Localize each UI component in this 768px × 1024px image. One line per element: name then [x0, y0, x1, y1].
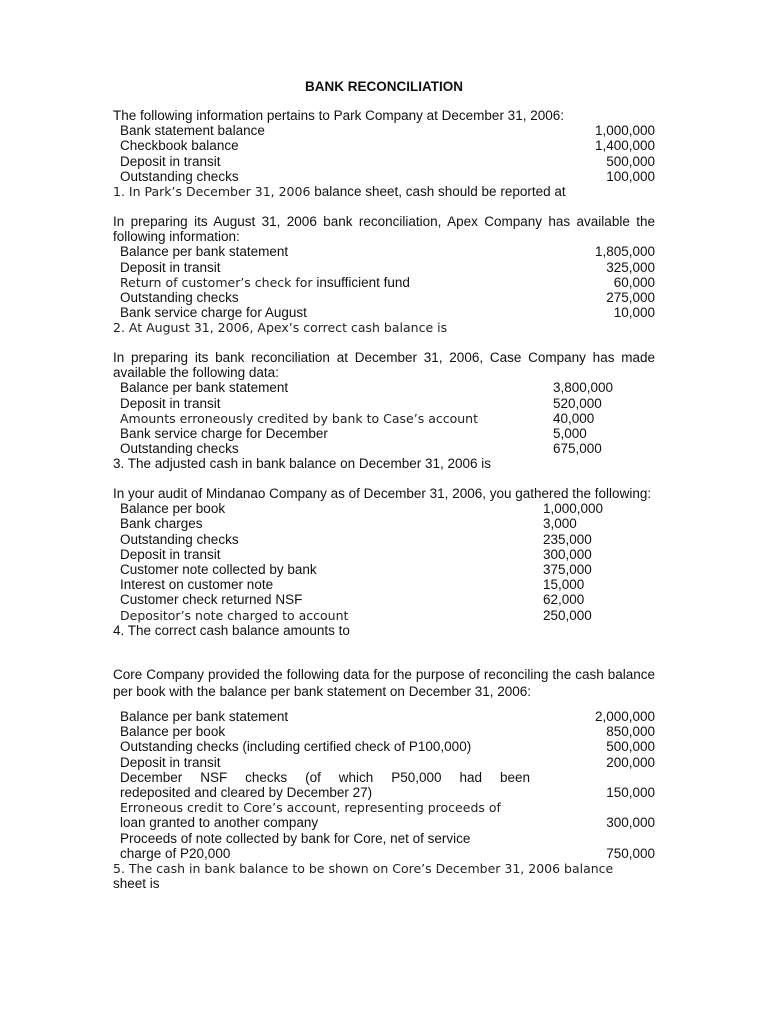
row-amount: 500,000	[606, 739, 655, 755]
row-amount: 1,805,000	[594, 244, 655, 260]
row-amount: 3,000	[543, 516, 577, 532]
row-label: Amounts erroneously credited by bank to Case’s account	[120, 410, 479, 426]
question-2: 2. At August 31, 2006, Apex’s correct cash balance is	[113, 320, 448, 336]
data-row-proceeds	[113, 831, 655, 861]
row-amount: 520,000	[553, 395, 602, 411]
row-amount: 275,000	[606, 290, 655, 306]
row-amount: 1,000,000	[543, 501, 604, 517]
row-amount: 200,000	[606, 754, 655, 770]
row-amount: 325,000	[606, 259, 655, 275]
row-amount: 750,000	[606, 845, 655, 861]
row-amount: 5,000	[553, 426, 587, 442]
data-row	[113, 244, 655, 259]
row-amount: 1,000,000	[594, 123, 655, 139]
row-label: Customer check returned NSF	[120, 592, 303, 608]
row-label-line: Proceeds of note collected by bank for Core, net of service	[120, 830, 471, 846]
question-4: 4. The correct cash balance amounts to	[113, 622, 350, 638]
row-label	[113, 800, 530, 830]
row-amount: 675,000	[553, 441, 602, 457]
row-label: Deposit in transit	[120, 259, 221, 275]
row-amount: 300,000	[543, 546, 592, 562]
row-amount: 2,000,000	[594, 709, 655, 724]
section-mindanao-company	[113, 486, 655, 638]
data-row	[113, 260, 655, 275]
row-label: Outstanding checks	[120, 531, 239, 547]
question-5: 5. The cash in bank balance to be shown on Core’s December 31, 2006 balance	[113, 861, 614, 877]
row-amount: 62,000	[543, 592, 585, 608]
data-row-nsf	[113, 770, 655, 800]
row-label: Deposit in transit	[120, 754, 221, 770]
row-label: Deposit in transit	[120, 546, 221, 562]
data-row	[113, 123, 655, 138]
row-label	[113, 831, 530, 861]
question-5-continued: sheet is	[113, 876, 160, 892]
row-label: Interest on customer note	[120, 577, 274, 593]
row-label: Customer note collected by bank	[120, 562, 317, 578]
row-label: Balance per bank statement	[120, 709, 289, 724]
section-intro: Core Company provided the following data for the purpose of reconciling the cash balance per book with the balance per bank statement on December 31, 2006:	[113, 667, 655, 699]
data-row	[113, 608, 655, 623]
row-label: Outstanding checks	[120, 290, 239, 306]
question-part: balance sheet, cash should be reported at	[314, 184, 566, 200]
data-row	[113, 138, 655, 153]
data-row	[113, 396, 655, 411]
data-row	[113, 547, 655, 562]
row-label	[113, 275, 410, 290]
row-label-part: insufficient fund	[316, 274, 410, 290]
section-core-company	[113, 667, 655, 891]
question-3: 3. The adjusted cash in bank balance on December 31, 2006 is	[113, 456, 491, 472]
data-row	[113, 709, 655, 724]
data-row	[113, 532, 655, 547]
data-row	[113, 592, 655, 607]
row-label-line: December NSF checks (of which P50,000 had been	[120, 769, 530, 785]
row-label: Balance per book	[120, 724, 226, 740]
row-label: Outstanding checks (including certified check of P100,000)	[120, 739, 472, 755]
row-label: Balance per bank statement	[120, 380, 289, 396]
data-row	[113, 275, 655, 290]
row-label: Outstanding checks	[120, 168, 239, 184]
data-row	[113, 516, 655, 531]
data-row	[113, 562, 655, 577]
data-row	[113, 411, 655, 426]
row-amount: 60,000	[613, 274, 655, 290]
data-row	[113, 380, 655, 395]
data-row	[113, 426, 655, 441]
row-label: Checkbook balance	[120, 138, 239, 154]
data-row	[113, 441, 655, 456]
row-label: Balance per bank statement	[120, 244, 289, 260]
section-intro: In preparing its August 31, 2006 bank reconciliation, Apex Company has available the following information:	[113, 214, 655, 245]
row-amount: 150,000	[606, 785, 655, 801]
row-label: Outstanding checks	[120, 441, 239, 457]
data-row	[113, 739, 655, 754]
row-label-line: charge of P20,000	[120, 845, 231, 861]
row-amount: 40,000	[553, 410, 595, 426]
section-intro: In your audit of Mindanao Company as of December 31, 2006, you gathered the following:	[113, 486, 652, 501]
row-label: Depositor’s note charged to account	[120, 607, 349, 623]
section-case-company	[113, 350, 655, 472]
data-row-erroneous-credit	[113, 800, 655, 830]
row-amount: 10,000	[613, 305, 655, 321]
row-label: Bank charges	[120, 516, 203, 532]
row-label	[113, 770, 530, 800]
row-amount: 300,000	[606, 815, 655, 831]
row-amount: 1,400,000	[594, 138, 655, 154]
section-apex-company	[113, 214, 655, 336]
page-title: BANK RECONCILIATION	[305, 79, 463, 94]
data-row	[113, 305, 655, 320]
row-amount: 3,800,000	[553, 380, 614, 396]
section-intro: In preparing its bank reconciliation at December 31, 2006, Case Company has made available the following data:	[113, 350, 655, 381]
row-label: Bank service charge for December	[120, 426, 328, 442]
row-amount: 375,000	[543, 562, 592, 578]
data-row	[113, 501, 655, 516]
question-part: 1. In Park’s December 31, 2006	[113, 184, 311, 200]
data-row	[113, 154, 655, 169]
data-row	[113, 724, 655, 739]
data-row	[113, 577, 655, 592]
section-park-company	[113, 108, 655, 199]
row-amount: 500,000	[606, 153, 655, 169]
row-label-line: Erroneous credit to Core’s account, representing proceeds of	[120, 800, 501, 816]
data-row	[113, 169, 655, 184]
row-label: Deposit in transit	[120, 153, 221, 169]
row-amount: 235,000	[543, 531, 592, 547]
row-label: Deposit in transit	[120, 395, 221, 411]
row-label-part: Return of customer’s check for	[120, 274, 313, 290]
row-label: Bank statement balance	[120, 123, 265, 139]
row-label-line: loan granted to another company	[120, 815, 319, 831]
row-label-line: redeposited and cleared by December 27)	[120, 785, 373, 801]
row-label: Bank service charge for August	[120, 305, 307, 321]
row-amount: 15,000	[543, 577, 585, 593]
row-amount: 100,000	[606, 168, 655, 184]
section-intro: The following information pertains to Park Company at December 31, 2006:	[113, 108, 564, 123]
data-row	[113, 290, 655, 305]
row-label: Balance per book	[120, 501, 226, 517]
row-amount: 250,000	[543, 607, 592, 623]
row-amount: 850,000	[606, 724, 655, 740]
data-row	[113, 755, 655, 770]
question-1	[113, 184, 655, 199]
